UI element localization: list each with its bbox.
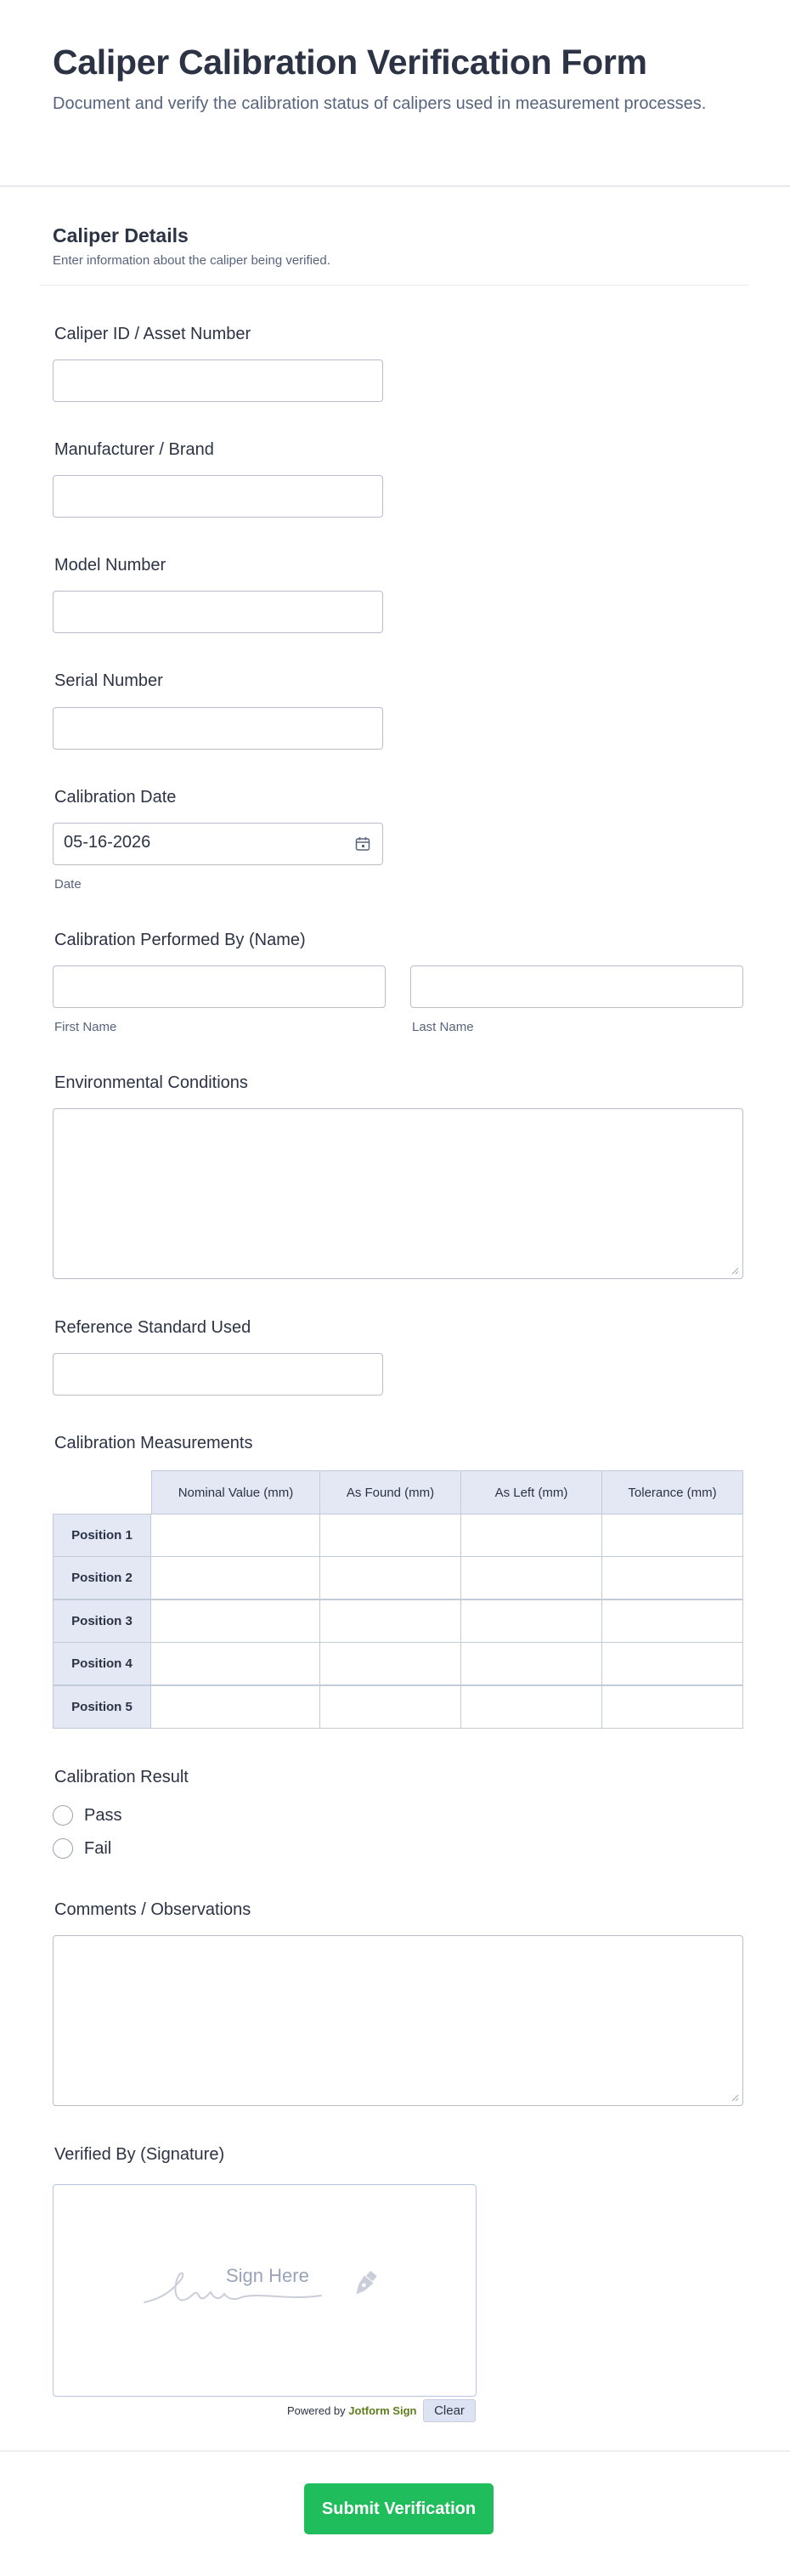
form-header [0,0,790,187]
table-cell-input[interactable] [460,1642,602,1685]
model-number-label: Model Number [54,556,166,575]
reference-standard-label: Reference Standard Used [54,1318,251,1337]
calendar-icon[interactable] [355,836,370,852]
model-number-input[interactable] [53,591,383,633]
calibration-date-value: 05-16-2026 [64,833,151,852]
radio-fail-label[interactable]: Fail [84,1839,112,1858]
date-sublabel: Date [54,877,82,892]
section-header [39,189,749,286]
signature-pad[interactable] [53,2184,477,2397]
serial-number-label: Serial Number [54,671,163,690]
reference-standard-input[interactable] [53,1353,383,1396]
table-cell-input[interactable] [319,1642,461,1685]
calibration-date-label: Calibration Date [54,788,177,807]
first-name-input[interactable] [53,965,386,1008]
measurements-table [53,1470,743,1730]
row-header: Position 1 [53,1514,151,1557]
table-cell-input[interactable] [150,1514,320,1557]
resize-grip-icon[interactable] [731,1266,739,1275]
table-cell-input[interactable] [460,1685,602,1729]
column-header: As Left (mm) [460,1470,602,1514]
radio-pass-label[interactable]: Pass [84,1806,122,1825]
powered-by-prefix: Powered by [287,2404,346,2417]
performed-by-label: Calibration Performed By (Name) [54,931,306,949]
environmental-conditions-textarea[interactable] [53,1108,743,1279]
table-cell-input[interactable] [150,1642,320,1685]
table-cell-input[interactable] [150,1599,320,1643]
clear-signature-button[interactable]: Clear [423,2399,476,2422]
footer-divider [0,2450,790,2452]
table-cell-input[interactable] [601,1599,743,1643]
table-cell-input[interactable] [319,1556,461,1599]
table-cell-input[interactable] [319,1599,461,1643]
table-cell-input[interactable] [319,1514,461,1557]
column-header: Nominal Value (mm) [151,1470,320,1514]
comments-textarea[interactable] [53,1935,743,2106]
table-cell-input[interactable] [150,1685,320,1729]
column-header: As Found (mm) [319,1470,461,1514]
form-description: Document and verify the calibration status of calipers used in measurement processes. [53,94,707,113]
row-header: Position 2 [53,1556,151,1599]
radio-pass[interactable] [53,1805,73,1826]
table-cell-input[interactable] [601,1556,743,1599]
section-title: Caliper Details [53,224,189,246]
row-header: Position 5 [53,1685,151,1729]
form-title: Caliper Calibration Verification Form [53,42,647,82]
calibration-result-label: Calibration Result [54,1768,189,1786]
first-name-sublabel: First Name [54,1020,117,1034]
submit-button[interactable]: Submit Verification [304,2483,494,2534]
table-cell-input[interactable] [460,1599,602,1643]
resize-grip-icon[interactable] [731,2093,739,2102]
jotform-sign-brand[interactable]: Jotform Sign [348,2404,417,2417]
manufacturer-input[interactable] [53,475,383,518]
comments-label: Comments / Observations [54,1900,251,1919]
section-subtitle: Enter information about the caliper being verified. [53,253,330,268]
caliper-id-input[interactable] [53,360,383,402]
caliper-id-label: Caliper ID / Asset Number [54,325,251,343]
last-name-sublabel: Last Name [412,1020,474,1034]
calibration-measurements-label: Calibration Measurements [54,1434,253,1452]
serial-number-input[interactable] [53,707,383,750]
table-cell-input[interactable] [601,1642,743,1685]
row-header: Position 4 [53,1642,151,1685]
last-name-input[interactable] [410,965,743,1008]
radio-fail[interactable] [53,1838,73,1859]
powered-by-text [287,2404,416,2417]
table-cell-input[interactable] [601,1514,743,1557]
signature-label: Verified By (Signature) [54,2145,225,2164]
manufacturer-label: Manufacturer / Brand [54,440,214,459]
environmental-conditions-label: Environmental Conditions [54,1073,248,1092]
table-cell-input[interactable] [601,1685,743,1729]
table-cell-input[interactable] [150,1556,320,1599]
table-cell-input[interactable] [460,1556,602,1599]
row-header: Position 3 [53,1599,151,1643]
table-cell-input[interactable] [319,1685,461,1729]
column-header: Tolerance (mm) [601,1470,743,1514]
table-cell-input[interactable] [460,1514,602,1557]
pen-icon [347,2267,382,2302]
signature-placeholder: Sign Here [226,2265,309,2286]
